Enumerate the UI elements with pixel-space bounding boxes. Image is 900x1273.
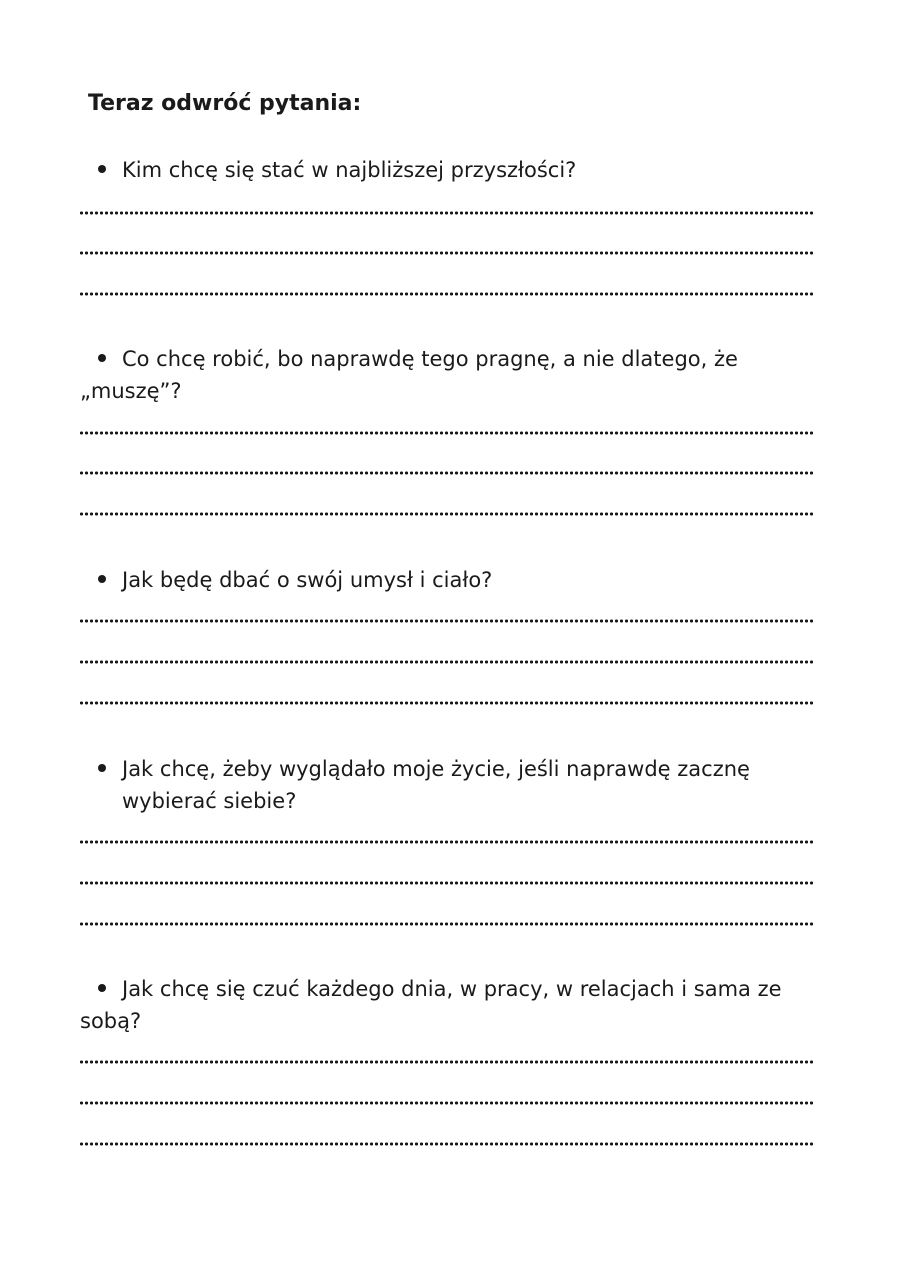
answer-line-2-2[interactable] <box>80 471 814 475</box>
question-text: Jak chcę się czuć każdego dnia, w pracy, w relacjach i sama ze sobą? <box>80 977 782 1033</box>
bullet-icon <box>98 764 106 772</box>
question-5 <box>80 973 790 1037</box>
page-heading: Teraz odwróć pytania: <box>88 91 362 116</box>
answer-line-2-3[interactable] <box>80 512 814 516</box>
question-text: Kim chcę się stać w najbliższej przyszłości? <box>122 158 577 182</box>
answer-line-3-1[interactable] <box>80 619 814 623</box>
question-text: Co chcę robić, bo naprawdę tego pragnę, a nie dlatego, że „muszę”? <box>80 347 738 403</box>
question-1 <box>80 154 800 186</box>
bullet-icon <box>98 575 106 583</box>
question-3 <box>80 564 800 596</box>
answer-line-3-2[interactable] <box>80 660 814 664</box>
answer-line-4-2[interactable] <box>80 881 814 885</box>
bullet-icon <box>98 984 106 992</box>
question-text: Jak chcę, żeby wyglądało moje życie, jeśli naprawdę zacznę wybierać siebie? <box>122 757 750 813</box>
question-text: Jak będę dbać o swój umysł i ciało? <box>122 568 493 592</box>
answer-line-5-3[interactable] <box>80 1142 814 1146</box>
answer-line-1-3[interactable] <box>80 292 814 296</box>
answer-line-4-1[interactable] <box>80 840 814 844</box>
bullet-icon <box>98 165 106 173</box>
answer-line-5-2[interactable] <box>80 1101 814 1105</box>
answer-line-1-2[interactable] <box>80 251 814 255</box>
question-2 <box>80 343 780 407</box>
answer-line-4-3[interactable] <box>80 922 814 926</box>
answer-line-3-3[interactable] <box>80 701 814 705</box>
question-4 <box>80 753 822 817</box>
bullet-icon <box>98 354 106 362</box>
answer-line-1-1[interactable] <box>80 211 814 215</box>
answer-line-2-1[interactable] <box>80 431 814 435</box>
answer-line-5-1[interactable] <box>80 1060 814 1064</box>
